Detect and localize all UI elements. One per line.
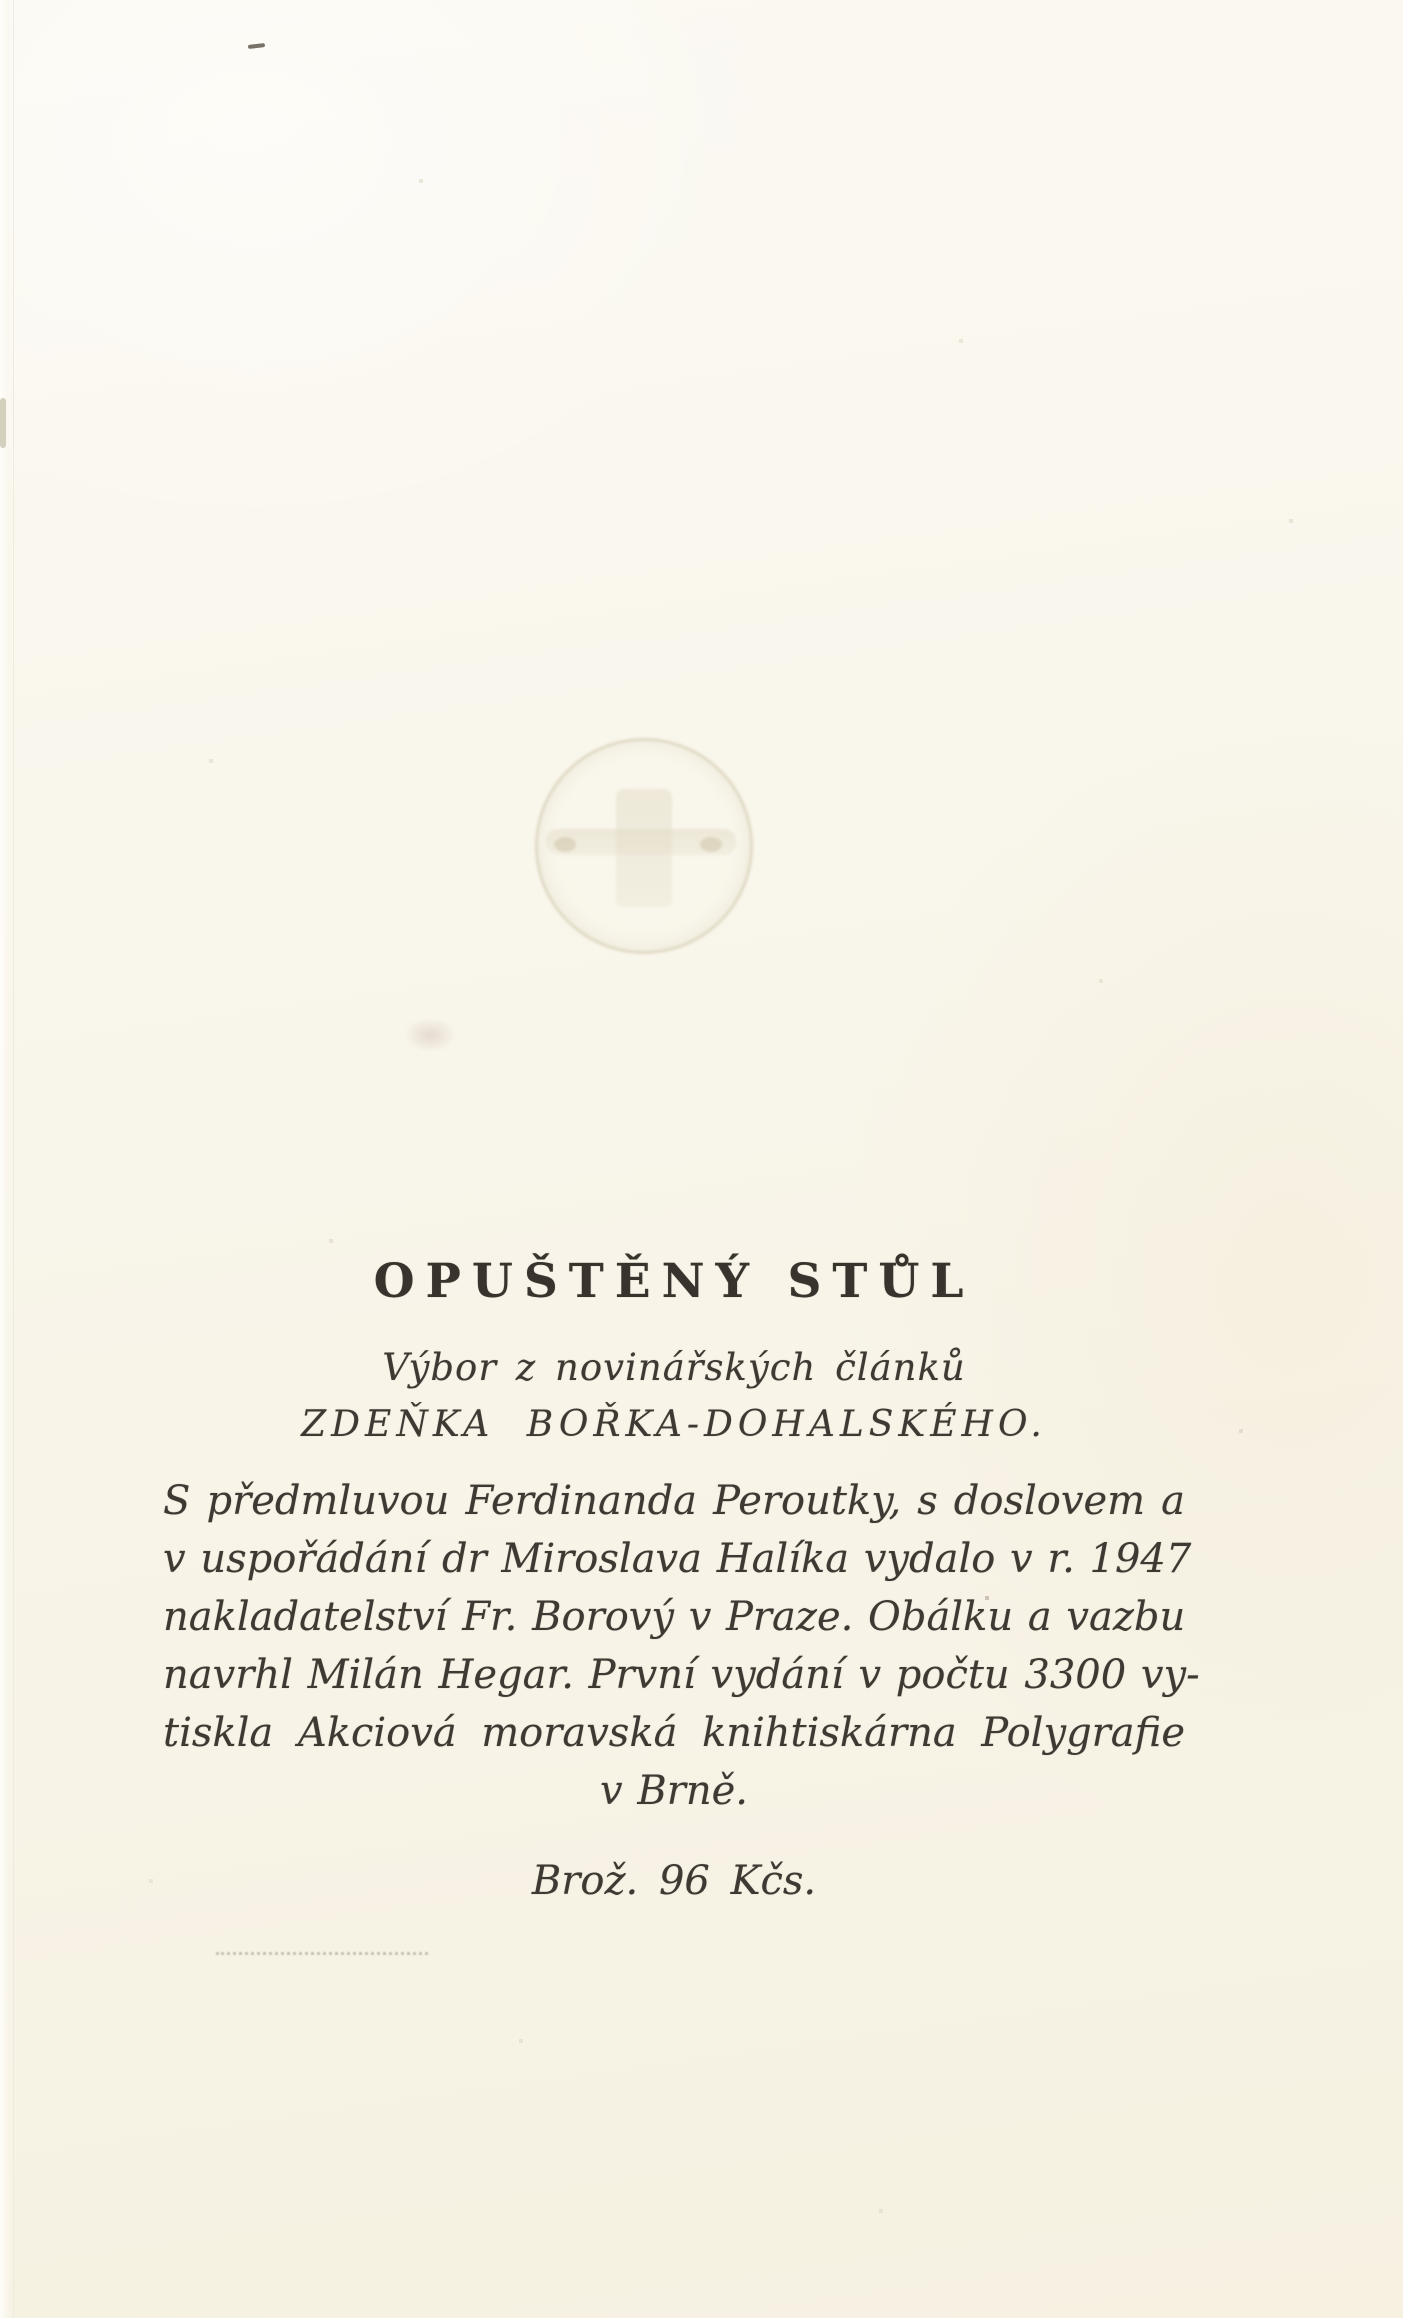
colophon-line-3: nakladatelství Fr. Borový v Praze. Obálku a vazbu	[163, 1594, 1186, 1640]
book-title: OPUŠTĚNÝ STŮL	[373, 1254, 975, 1309]
stamp-dot-left	[554, 837, 576, 852]
publisher-embossed-stamp	[535, 738, 753, 954]
colophon-line-1: S předmluvou Ferdinanda Peroutky, s doslovem a	[163, 1478, 1185, 1524]
paper-smudge	[404, 1018, 456, 1052]
colophon-paragraph	[163, 1472, 1200, 1820]
scan-dotted-artifact	[216, 1952, 428, 1955]
scan-speck	[248, 43, 265, 49]
subtitle-line: Výbor z novinářských článků	[382, 1346, 966, 1389]
scan-edge-mark	[0, 398, 6, 448]
colophon-line-4: navrhl Milán Hegar. První vydání v počtu 3300 vy-	[163, 1652, 1200, 1698]
colophon-line-5: tiskla Akciová moravská knihtiskárna Polygrafie	[163, 1710, 1185, 1756]
page-left-edge	[0, 0, 14, 2318]
price-line: Brož. 96 Kčs.	[531, 1858, 817, 1904]
stamp-dot-right	[700, 837, 722, 852]
stamp-core	[616, 789, 672, 907]
colophon-line-2: v uspořádání dr Miroslava Halíka vydalo v r. 1947	[163, 1536, 1192, 1582]
paper-grain-specks	[0, 0, 2, 2]
author-line: ZDEŇKA BOŘKA-DOHALSKÉHO.	[301, 1404, 1047, 1445]
colophon-line-6: v Brně.	[600, 1768, 748, 1814]
